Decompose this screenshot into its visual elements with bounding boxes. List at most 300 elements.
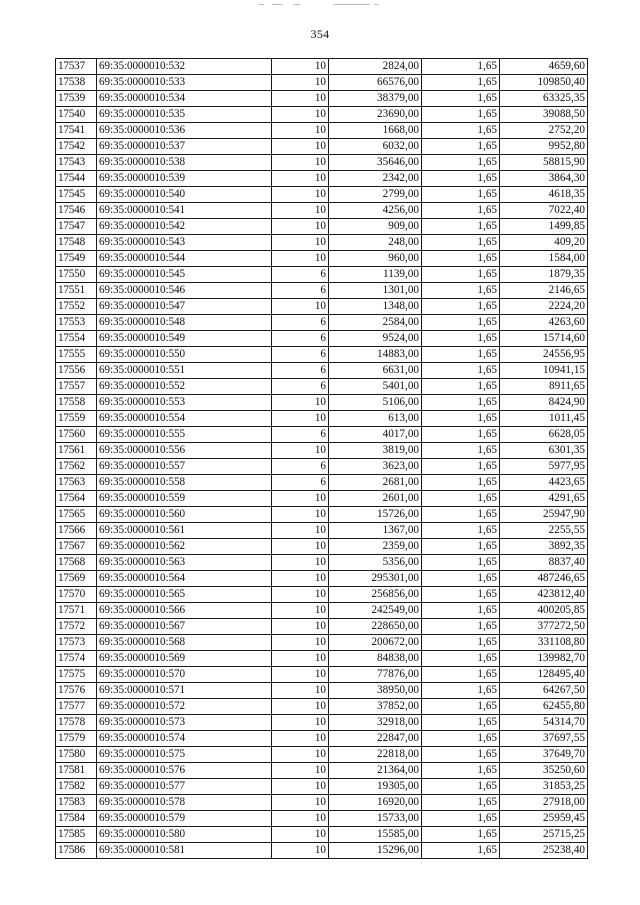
- rate-cell: 10: [272, 187, 329, 203]
- registry-table-body: [56, 59, 588, 859]
- amount-cell: 10941,15: [500, 363, 588, 379]
- rate-cell: 6: [272, 379, 329, 395]
- coefficient-cell: 1,65: [422, 203, 500, 219]
- row-number-cell: 17545: [56, 187, 97, 203]
- area-cell: 242549,00: [329, 603, 422, 619]
- amount-cell: 8837,40: [500, 555, 588, 571]
- row-number-cell: 17582: [56, 779, 97, 795]
- row-number-cell: 17549: [56, 251, 97, 267]
- amount-cell: 139982,70: [500, 651, 588, 667]
- coefficient-cell: 1,65: [422, 123, 500, 139]
- table-row: [56, 763, 588, 779]
- area-cell: 1301,00: [329, 283, 422, 299]
- rate-cell: 10: [272, 395, 329, 411]
- area-cell: 1139,00: [329, 267, 422, 283]
- coefficient-cell: 1,65: [422, 651, 500, 667]
- area-cell: 1367,00: [329, 523, 422, 539]
- cadastral-number-cell: 69:35:0000010:563: [97, 555, 272, 571]
- amount-cell: 128495,40: [500, 667, 588, 683]
- cadastral-number-cell: 69:35:0000010:556: [97, 443, 272, 459]
- amount-cell: 1011,45: [500, 411, 588, 427]
- row-number-cell: 17543: [56, 155, 97, 171]
- amount-cell: 39088,50: [500, 107, 588, 123]
- table-row: [56, 811, 588, 827]
- coefficient-cell: 1,65: [422, 299, 500, 315]
- coefficient-cell: 1,65: [422, 779, 500, 795]
- rate-cell: 10: [272, 251, 329, 267]
- coefficient-cell: 1,65: [422, 187, 500, 203]
- rate-cell: 10: [272, 155, 329, 171]
- table-row: [56, 251, 588, 267]
- amount-cell: 4618,35: [500, 187, 588, 203]
- coefficient-cell: 1,65: [422, 699, 500, 715]
- table-row: [56, 587, 588, 603]
- area-cell: 2799,00: [329, 187, 422, 203]
- table-row: [56, 75, 588, 91]
- area-cell: 613,00: [329, 411, 422, 427]
- table-row: [56, 267, 588, 283]
- table-row: [56, 571, 588, 587]
- amount-cell: 423812,40: [500, 587, 588, 603]
- table-row: [56, 827, 588, 843]
- rate-cell: 10: [272, 123, 329, 139]
- cadastral-number-cell: 69:35:0000010:557: [97, 459, 272, 475]
- coefficient-cell: 1,65: [422, 683, 500, 699]
- area-cell: 5401,00: [329, 379, 422, 395]
- area-cell: 37852,00: [329, 699, 422, 715]
- amount-cell: 7022,40: [500, 203, 588, 219]
- rate-cell: 10: [272, 843, 329, 859]
- amount-cell: 25238,40: [500, 843, 588, 859]
- coefficient-cell: 1,65: [422, 635, 500, 651]
- rate-cell: 10: [272, 731, 329, 747]
- cadastral-number-cell: 69:35:0000010:552: [97, 379, 272, 395]
- coefficient-cell: 1,65: [422, 219, 500, 235]
- cadastral-number-cell: 69:35:0000010:545: [97, 267, 272, 283]
- area-cell: 2584,00: [329, 315, 422, 331]
- cadastral-number-cell: 69:35:0000010:537: [97, 139, 272, 155]
- coefficient-cell: 1,65: [422, 763, 500, 779]
- coefficient-cell: 1,65: [422, 507, 500, 523]
- table-row: [56, 427, 588, 443]
- amount-cell: 1879,35: [500, 267, 588, 283]
- row-number-cell: 17551: [56, 283, 97, 299]
- coefficient-cell: 1,65: [422, 363, 500, 379]
- table-row: [56, 699, 588, 715]
- row-number-cell: 17562: [56, 459, 97, 475]
- area-cell: 84838,00: [329, 651, 422, 667]
- cadastral-number-cell: 69:35:0000010:572: [97, 699, 272, 715]
- area-cell: 23690,00: [329, 107, 422, 123]
- row-number-cell: 17572: [56, 619, 97, 635]
- coefficient-cell: 1,65: [422, 667, 500, 683]
- row-number-cell: 17568: [56, 555, 97, 571]
- row-number-cell: 17552: [56, 299, 97, 315]
- coefficient-cell: 1,65: [422, 411, 500, 427]
- table-row: [56, 299, 588, 315]
- table-row: [56, 715, 588, 731]
- table-row: [56, 507, 588, 523]
- cadastral-number-cell: 69:35:0000010:554: [97, 411, 272, 427]
- row-number-cell: 17554: [56, 331, 97, 347]
- row-number-cell: 17585: [56, 827, 97, 843]
- area-cell: 248,00: [329, 235, 422, 251]
- area-cell: 15733,00: [329, 811, 422, 827]
- amount-cell: 35250,60: [500, 763, 588, 779]
- row-number-cell: 17558: [56, 395, 97, 411]
- row-number-cell: 17548: [56, 235, 97, 251]
- amount-cell: 3892,35: [500, 539, 588, 555]
- cadastral-number-cell: 69:35:0000010:543: [97, 235, 272, 251]
- area-cell: 2342,00: [329, 171, 422, 187]
- row-number-cell: 17581: [56, 763, 97, 779]
- amount-cell: 2224,20: [500, 299, 588, 315]
- cadastral-number-cell: 69:35:0000010:579: [97, 811, 272, 827]
- coefficient-cell: 1,65: [422, 475, 500, 491]
- cadastral-number-cell: 69:35:0000010:576: [97, 763, 272, 779]
- cadastral-number-cell: 69:35:0000010:567: [97, 619, 272, 635]
- rate-cell: 10: [272, 411, 329, 427]
- area-cell: 909,00: [329, 219, 422, 235]
- row-number-cell: 17574: [56, 651, 97, 667]
- coefficient-cell: 1,65: [422, 75, 500, 91]
- rate-cell: 10: [272, 507, 329, 523]
- table-row: [56, 651, 588, 667]
- table-row: [56, 683, 588, 699]
- cadastral-number-cell: 69:35:0000010:573: [97, 715, 272, 731]
- cadastral-number-cell: 69:35:0000010:541: [97, 203, 272, 219]
- amount-cell: 109850,40: [500, 75, 588, 91]
- area-cell: 6032,00: [329, 139, 422, 155]
- amount-cell: 4291,65: [500, 491, 588, 507]
- row-number-cell: 17541: [56, 123, 97, 139]
- rate-cell: 10: [272, 763, 329, 779]
- amount-cell: 377272,50: [500, 619, 588, 635]
- cadastral-number-cell: 69:35:0000010:542: [97, 219, 272, 235]
- table-row: [56, 155, 588, 171]
- area-cell: 3819,00: [329, 443, 422, 459]
- coefficient-cell: 1,65: [422, 107, 500, 123]
- rate-cell: 6: [272, 331, 329, 347]
- coefficient-cell: 1,65: [422, 459, 500, 475]
- amount-cell: 1499,85: [500, 219, 588, 235]
- table-row: [56, 139, 588, 155]
- cadastral-number-cell: 69:35:0000010:539: [97, 171, 272, 187]
- coefficient-cell: 1,65: [422, 91, 500, 107]
- row-number-cell: 17586: [56, 843, 97, 859]
- rate-cell: 6: [272, 267, 329, 283]
- rate-cell: 6: [272, 363, 329, 379]
- cadastral-number-cell: 69:35:0000010:561: [97, 523, 272, 539]
- row-number-cell: 17540: [56, 107, 97, 123]
- coefficient-cell: 1,65: [422, 587, 500, 603]
- area-cell: 77876,00: [329, 667, 422, 683]
- coefficient-cell: 1,65: [422, 235, 500, 251]
- rate-cell: 6: [272, 475, 329, 491]
- cadastral-number-cell: 69:35:0000010:560: [97, 507, 272, 523]
- amount-cell: 3864,30: [500, 171, 588, 187]
- area-cell: 66576,00: [329, 75, 422, 91]
- rate-cell: 10: [272, 667, 329, 683]
- area-cell: 19305,00: [329, 779, 422, 795]
- coefficient-cell: 1,65: [422, 731, 500, 747]
- rate-cell: 10: [272, 795, 329, 811]
- table-row: [56, 219, 588, 235]
- table-row: [56, 475, 588, 491]
- amount-cell: 62455,80: [500, 699, 588, 715]
- cadastral-number-cell: 69:35:0000010:570: [97, 667, 272, 683]
- amount-cell: 5977,95: [500, 459, 588, 475]
- area-cell: 9524,00: [329, 331, 422, 347]
- amount-cell: 409,20: [500, 235, 588, 251]
- cadastral-number-cell: 69:35:0000010:553: [97, 395, 272, 411]
- row-number-cell: 17577: [56, 699, 97, 715]
- table-row: [56, 363, 588, 379]
- table-row: [56, 59, 588, 75]
- page-number: 354: [310, 27, 330, 41]
- row-number-cell: 17557: [56, 379, 97, 395]
- amount-cell: 24556,95: [500, 347, 588, 363]
- amount-cell: 6301,35: [500, 443, 588, 459]
- rate-cell: 10: [272, 747, 329, 763]
- amount-cell: 4659,60: [500, 59, 588, 75]
- table-row: [56, 779, 588, 795]
- table-row: [56, 411, 588, 427]
- rate-cell: 10: [272, 587, 329, 603]
- rate-cell: 10: [272, 811, 329, 827]
- row-number-cell: 17580: [56, 747, 97, 763]
- coefficient-cell: 1,65: [422, 443, 500, 459]
- table-row: [56, 843, 588, 859]
- amount-cell: 25959,45: [500, 811, 588, 827]
- area-cell: 38950,00: [329, 683, 422, 699]
- row-number-cell: 17571: [56, 603, 97, 619]
- row-number-cell: 17553: [56, 315, 97, 331]
- amount-cell: 31853,25: [500, 779, 588, 795]
- table-row: [56, 171, 588, 187]
- row-number-cell: 17565: [56, 507, 97, 523]
- area-cell: 4256,00: [329, 203, 422, 219]
- row-number-cell: 17547: [56, 219, 97, 235]
- area-cell: 228650,00: [329, 619, 422, 635]
- table-row: [56, 443, 588, 459]
- rate-cell: 10: [272, 299, 329, 315]
- area-cell: 14883,00: [329, 347, 422, 363]
- rate-cell: 10: [272, 683, 329, 699]
- row-number-cell: 17576: [56, 683, 97, 699]
- area-cell: 295301,00: [329, 571, 422, 587]
- cadastral-number-cell: 69:35:0000010:564: [97, 571, 272, 587]
- amount-cell: 487246,65: [500, 571, 588, 587]
- row-number-cell: 17569: [56, 571, 97, 587]
- area-cell: 15296,00: [329, 843, 422, 859]
- cadastral-number-cell: 69:35:0000010:569: [97, 651, 272, 667]
- row-number-cell: 17575: [56, 667, 97, 683]
- row-number-cell: 17573: [56, 635, 97, 651]
- row-number-cell: 17564: [56, 491, 97, 507]
- row-number-cell: 17556: [56, 363, 97, 379]
- rate-cell: 10: [272, 651, 329, 667]
- cadastral-number-cell: 69:35:0000010:581: [97, 843, 272, 859]
- coefficient-cell: 1,65: [422, 795, 500, 811]
- rate-cell: 6: [272, 315, 329, 331]
- area-cell: 1668,00: [329, 123, 422, 139]
- cadastral-number-cell: 69:35:0000010:558: [97, 475, 272, 491]
- row-number-cell: 17544: [56, 171, 97, 187]
- coefficient-cell: 1,65: [422, 283, 500, 299]
- coefficient-cell: 1,65: [422, 555, 500, 571]
- row-number-cell: 17539: [56, 91, 97, 107]
- area-cell: 4017,00: [329, 427, 422, 443]
- cadastral-number-cell: 69:35:0000010:566: [97, 603, 272, 619]
- table-row: [56, 667, 588, 683]
- table-row: [56, 203, 588, 219]
- cadastral-number-cell: 69:35:0000010:544: [97, 251, 272, 267]
- registry-table: [55, 58, 588, 859]
- cadastral-number-cell: 69:35:0000010:580: [97, 827, 272, 843]
- row-number-cell: 17579: [56, 731, 97, 747]
- rate-cell: 10: [272, 715, 329, 731]
- table-row: [56, 491, 588, 507]
- rate-cell: 10: [272, 443, 329, 459]
- cadastral-number-cell: 69:35:0000010:555: [97, 427, 272, 443]
- amount-cell: 2255,55: [500, 523, 588, 539]
- cadastral-number-cell: 69:35:0000010:574: [97, 731, 272, 747]
- row-number-cell: 17566: [56, 523, 97, 539]
- cadastral-number-cell: 69:35:0000010:549: [97, 331, 272, 347]
- rate-cell: 10: [272, 539, 329, 555]
- coefficient-cell: 1,65: [422, 715, 500, 731]
- cadastral-number-cell: 69:35:0000010:568: [97, 635, 272, 651]
- table-row: [56, 459, 588, 475]
- table-row: [56, 555, 588, 571]
- cadastral-number-cell: 69:35:0000010:546: [97, 283, 272, 299]
- amount-cell: 25947,90: [500, 507, 588, 523]
- cadastral-number-cell: 69:35:0000010:536: [97, 123, 272, 139]
- amount-cell: 54314,70: [500, 715, 588, 731]
- coefficient-cell: 1,65: [422, 171, 500, 187]
- cadastral-number-cell: 69:35:0000010:575: [97, 747, 272, 763]
- table-row: [56, 795, 588, 811]
- table-row: [56, 187, 588, 203]
- table-row: [56, 331, 588, 347]
- amount-cell: 1584,00: [500, 251, 588, 267]
- amount-cell: 37649,70: [500, 747, 588, 763]
- coefficient-cell: 1,65: [422, 811, 500, 827]
- row-number-cell: 17560: [56, 427, 97, 443]
- coefficient-cell: 1,65: [422, 315, 500, 331]
- row-number-cell: 17583: [56, 795, 97, 811]
- amount-cell: 2146,65: [500, 283, 588, 299]
- amount-cell: 15714,60: [500, 331, 588, 347]
- amount-cell: 27918,00: [500, 795, 588, 811]
- table-row: [56, 395, 588, 411]
- row-number-cell: 17578: [56, 715, 97, 731]
- coefficient-cell: 1,65: [422, 571, 500, 587]
- row-number-cell: 17546: [56, 203, 97, 219]
- coefficient-cell: 1,65: [422, 427, 500, 443]
- area-cell: 5356,00: [329, 555, 422, 571]
- rate-cell: 6: [272, 427, 329, 443]
- area-cell: 960,00: [329, 251, 422, 267]
- cadastral-number-cell: 69:35:0000010:551: [97, 363, 272, 379]
- rate-cell: 10: [272, 171, 329, 187]
- rate-cell: 10: [272, 827, 329, 843]
- rate-cell: 10: [272, 491, 329, 507]
- coefficient-cell: 1,65: [422, 155, 500, 171]
- rate-cell: 10: [272, 603, 329, 619]
- cadastral-number-cell: 69:35:0000010:547: [97, 299, 272, 315]
- area-cell: 15585,00: [329, 827, 422, 843]
- coefficient-cell: 1,65: [422, 331, 500, 347]
- area-cell: 2359,00: [329, 539, 422, 555]
- rate-cell: 6: [272, 283, 329, 299]
- rate-cell: 10: [272, 59, 329, 75]
- table-row: [56, 379, 588, 395]
- area-cell: 3623,00: [329, 459, 422, 475]
- coefficient-cell: 1,65: [422, 827, 500, 843]
- amount-cell: 2752,20: [500, 123, 588, 139]
- area-cell: 22847,00: [329, 731, 422, 747]
- rate-cell: 10: [272, 107, 329, 123]
- rate-cell: 10: [272, 571, 329, 587]
- row-number-cell: 17555: [56, 347, 97, 363]
- area-cell: 35646,00: [329, 155, 422, 171]
- table-row: [56, 747, 588, 763]
- cadastral-number-cell: 69:35:0000010:571: [97, 683, 272, 699]
- coefficient-cell: 1,65: [422, 523, 500, 539]
- coefficient-cell: 1,65: [422, 267, 500, 283]
- cadastral-number-cell: 69:35:0000010:562: [97, 539, 272, 555]
- coefficient-cell: 1,65: [422, 251, 500, 267]
- coefficient-cell: 1,65: [422, 379, 500, 395]
- area-cell: 21364,00: [329, 763, 422, 779]
- rate-cell: 10: [272, 699, 329, 715]
- cadastral-number-cell: 69:35:0000010:535: [97, 107, 272, 123]
- table-row: [56, 91, 588, 107]
- amount-cell: 8424,90: [500, 395, 588, 411]
- rate-cell: 10: [272, 219, 329, 235]
- area-cell: 32918,00: [329, 715, 422, 731]
- table-row: [56, 123, 588, 139]
- coefficient-cell: 1,65: [422, 139, 500, 155]
- area-cell: 2601,00: [329, 491, 422, 507]
- table-row: [56, 347, 588, 363]
- coefficient-cell: 1,65: [422, 539, 500, 555]
- scan-header-marks: [258, 4, 388, 8]
- coefficient-cell: 1,65: [422, 491, 500, 507]
- table-row: [56, 635, 588, 651]
- table-row: [56, 539, 588, 555]
- cadastral-number-cell: 69:35:0000010:548: [97, 315, 272, 331]
- coefficient-cell: 1,65: [422, 347, 500, 363]
- amount-cell: 25715,25: [500, 827, 588, 843]
- table-row: [56, 603, 588, 619]
- coefficient-cell: 1,65: [422, 59, 500, 75]
- amount-cell: 4423,65: [500, 475, 588, 491]
- cadastral-number-cell: 69:35:0000010:533: [97, 75, 272, 91]
- row-number-cell: 17537: [56, 59, 97, 75]
- amount-cell: 9952,80: [500, 139, 588, 155]
- rate-cell: 6: [272, 459, 329, 475]
- amount-cell: 8911,65: [500, 379, 588, 395]
- amount-cell: 6628,05: [500, 427, 588, 443]
- coefficient-cell: 1,65: [422, 395, 500, 411]
- rate-cell: 10: [272, 203, 329, 219]
- area-cell: 1348,00: [329, 299, 422, 315]
- table-row: [56, 315, 588, 331]
- row-number-cell: 17542: [56, 139, 97, 155]
